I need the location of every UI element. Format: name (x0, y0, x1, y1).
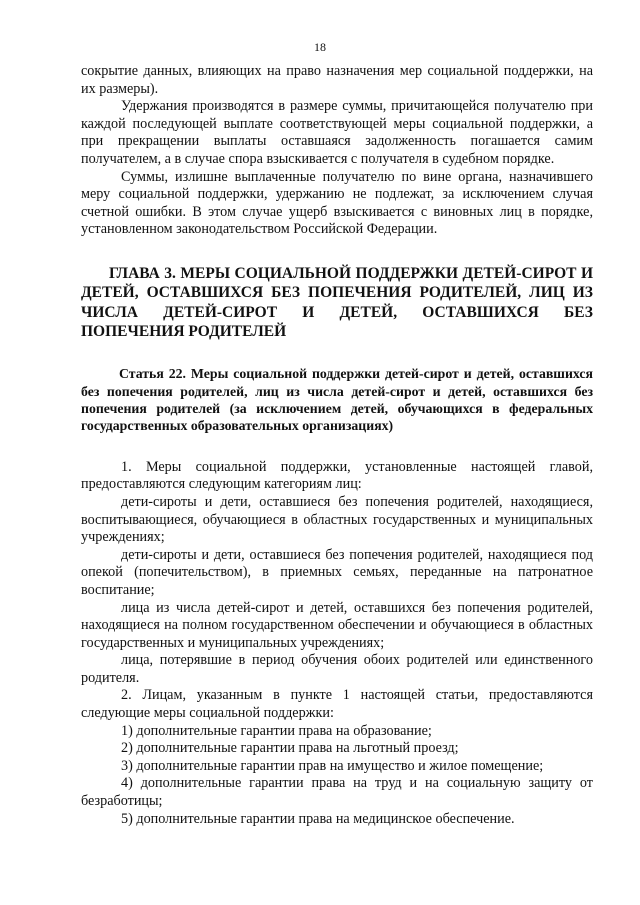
paragraph-overpaid-sums: Суммы, излишне выплаченные получателю по вине органа, назначившего меру социальной поддержки, удержанию не подлежат, за исключением случая счетной ошибки. В этом случае ущерб взыскивается с виновных лиц в порядке, установленном законодательством Российской Федерации. (81, 168, 593, 238)
paragraph-continuation: сокрытие данных, влияющих на право назначения мер социальной поддержки, на их размеры). (81, 63, 593, 97)
paragraph-category-3: лица из числа детей-сирот и детей, оставшихся без попечения родителей, находящиеся на полном государственном обеспечении и обучающиеся в областных государственных и муниципальных учреждениях; (81, 599, 593, 651)
paragraph-point-1: 1. Меры социальной поддержки, установленные настоящей главой, предоставляются следующим категориям лиц: (81, 458, 593, 493)
paragraph-category-4: лица, потерявшие в период обучения обоих родителей или единственного родителя. (81, 652, 593, 686)
list-item-measure-1: 1) дополнительные гарантии права на образование; (121, 722, 432, 739)
page-number: 18 (314, 40, 326, 54)
list-item-measure-5: 5) дополнительные гарантии права на медицинское обеспечение. (121, 810, 515, 827)
paragraph-category-1: дети-сироты и дети, оставшиеся без попечения родителей, находящиеся, воспитывающиеся, обучающиеся в областных государственных и муниципальных учреждениях; (81, 493, 593, 546)
list-item-measure-3: 3) дополнительные гарантии прав на имущество и жилое помещение; (121, 757, 544, 774)
list-item-measure-2: 2) дополнительные гарантии права на льготный проезд; (121, 740, 459, 757)
list-item-measure-4: 4) дополнительные гарантии права на труд и на социальную защиту от безработицы; (81, 775, 593, 810)
paragraph-withholding: Удержания производятся в размере суммы, причитающейся получателю при каждой последующей выплате соответствующей меры социальной поддержки, а при прекращении выплаты оставшаяся задолженность погашается самим получателем, а в случае спора взыскивается с получателя в судебном порядке. (81, 98, 593, 167)
chapter-title: ГЛАВА 3. МЕРЫ СОЦИАЛЬНОЙ ПОДДЕРЖКИ ДЕТЕЙ-СИРОТ И ДЕТЕЙ, ОСТАВШИХСЯ БЕЗ ПОПЕЧЕНИЯ РОДИТЕЛЕЙ, ЛИЦ ИЗ ЧИСЛА ДЕТЕЙ-СИРОТ И ДЕТЕЙ, ОСТАВШИХСЯ БЕЗ ПОПЕЧЕНИЯ РОДИТЕЛЕЙ (81, 264, 593, 340)
document-body (81, 63, 593, 828)
paragraph-category-2: дети-сироты и дети, оставшиеся без попечения родителей, находящиеся под опекой (попечительством), в приемных семьях, переданные на патронатное воспитание; (81, 546, 593, 598)
paragraph-point-2: 2. Лицам, указанным в пункте 1 настоящей статьи, предоставляются следующие меры социальной поддержки: (81, 687, 593, 722)
article-title: Статья 22. Меры социальной поддержки детей-сирот и детей, оставшихся без попечения родителей, лиц из числа детей-сирот и детей, оставшихся без попечения родителей (за исключением детей, обучающихся в федеральных государственных образовательных организациях) (81, 366, 593, 434)
